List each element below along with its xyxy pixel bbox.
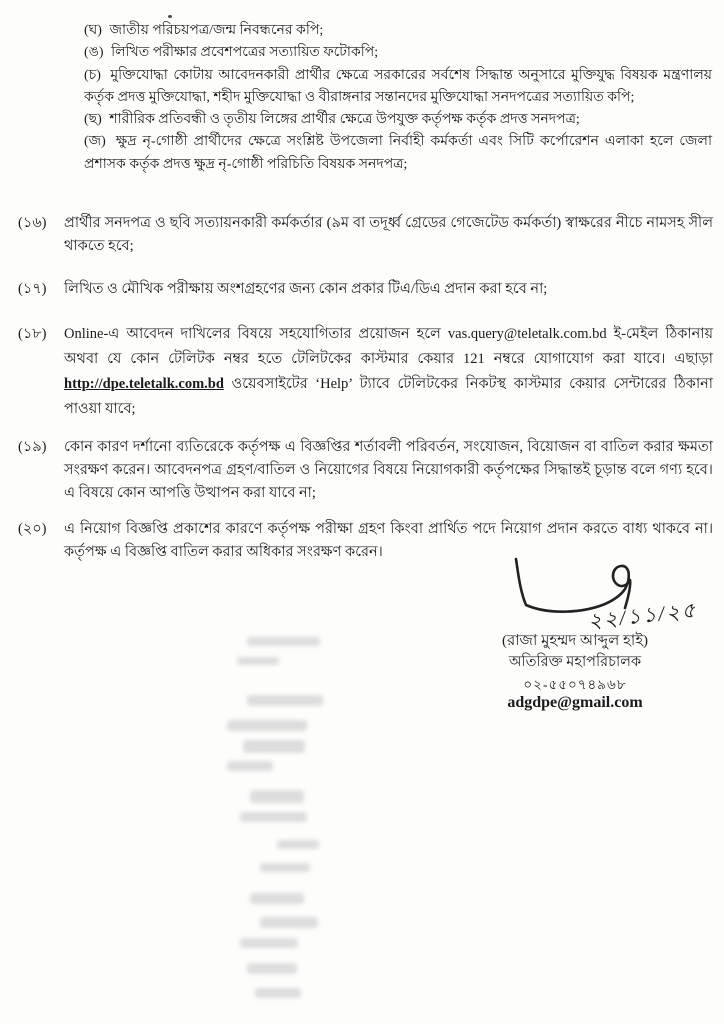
clause-text [64, 322, 713, 422]
checklist-item-label: (ঙ) [84, 45, 104, 61]
bleed-through-artifact [255, 988, 301, 998]
clause-number: (১৬) [18, 215, 47, 231]
checklist-item-text: ক্ষুদ্র নৃ-গোষ্ঠী প্রার্থীদের ক্ষেত্রে সংশ্লিষ্ট উপজেলা নির্বাহী কর্মকর্তা এবং সিটি কর্পোরেশন এলাকা হলে জেলা প্রশাসক কর্তৃক প্রদত্ত ক্ষুদ্র নৃ-গোষ্ঠী পরিচিতি বিষয়ক সনদপত্র; [84, 134, 712, 172]
bleed-through-artifact [227, 720, 307, 731]
clause-item-18 [18, 322, 713, 422]
signature-date: ২২/১১/২৫ [586, 597, 699, 634]
signatory-title: অতিরিক্ত মহাপরিচালক [508, 654, 642, 670]
checklist-item-ja [84, 131, 712, 176]
bleed-through-artifact [243, 740, 305, 753]
clause-number: (১৮) [18, 326, 47, 342]
checklist-item-gha [84, 20, 712, 42]
checklist-item-ngo [84, 42, 712, 64]
checklist-item-chha [84, 109, 712, 131]
website-url-text: http://dpe.teletalk.com.bd [64, 376, 224, 392]
bleed-through-artifact [250, 790, 304, 803]
signatory-email: adgdpe@gmail.com [507, 694, 643, 711]
signatory-name: (রাজা মুহম্মদ আব্দুল হাই) [501, 633, 649, 649]
bleed-through-artifact [260, 863, 310, 872]
clause18-end-text: ওয়েবসাইটের ‘Help’ ট্যাবে টেলিটকের নিকটস্থ কাস্টমার কেয়ার সেন্টারের ঠিকানা পাওয়া যাবে; [64, 376, 714, 417]
clause-item-16 [18, 212, 713, 258]
support-email-text: vas.query@teletalk.com.bd [447, 326, 607, 342]
bleed-through-artifact [237, 657, 279, 665]
checklist-item-label: (চ) [84, 67, 101, 83]
clause-item-17 [18, 278, 713, 301]
bleed-through-artifact [277, 840, 319, 849]
signatory-phone: ০২-৫৫০৭৪৯৬৮ [523, 677, 627, 692]
checklist-item-label: (ঘ) [84, 23, 102, 38]
clause18-middle-text: ই-মেইল ঠিকানায় অথবা যে কোন টেলিটক নম্বর হতে টেলিটকের কাস্টমার কেয়ার 121 নম্বরে যোগাযোগ করা যাবে। এছাড়া [64, 326, 714, 367]
bleed-through-artifact [247, 637, 320, 646]
bleed-through-artifact [240, 812, 307, 822]
bleed-through-artifact [260, 917, 318, 928]
clause-text: লিখিত ও মৌখিক পরীক্ষায় অংশগ্রহণের জন্য কোন প্রকার টিএ/ডিএ প্রদান করা হবে না; [64, 281, 548, 297]
bleed-through-artifact [250, 893, 304, 904]
clause-text: কোন কারণ দর্শানো ব্যতিরেকে কর্তৃপক্ষ এ বিজ্ঞপ্তির শর্তাবলী পরিবর্তন, সংযোজন, বিয়োজন বা বাতিল করার ক্ষমতা সংরক্ষণ করেন। আবেদনপত্র গ্রহণ/বাতিল ও নিয়োগের বিষয়ে নিয়োগকারী কর্তৃপক্ষের সিদ্ধান্তই চূড়ান্ত বলে গণ্য হবে। এ বিষয়ে কোন আপত্তি উত্থাপন করা যাবে না; [64, 439, 713, 501]
bleed-through-artifact [227, 761, 273, 771]
scan-speck-artifact [168, 15, 172, 18]
checklist-item-label: (ছ) [84, 112, 102, 128]
clause-number: (১৯) [18, 439, 47, 455]
checklist-item-text: জাতীয় পরিচয়পত্র/জন্ম নিবন্ধনের কপি; [109, 23, 324, 38]
checklist-item-cha [84, 65, 712, 110]
checklist-item-label: (জ) [84, 134, 106, 150]
clause-text: এ নিয়োগ বিজ্ঞপ্তি প্রকাশের কারণে কর্তৃপক্ষ পরীক্ষা গ্রহণ কিংবা প্রার্থিত পদে নিয়োগ প্রদান করতে বাধ্য থাকবে না। কর্তৃপক্ষ এ বিজ্ঞপ্তি বাতিল করার অধিকার সংরক্ষণ করেন। [64, 521, 713, 560]
clause-item-19 [18, 436, 713, 505]
clause-number: (২০) [18, 521, 47, 537]
checklist-item-text: লিখিত পরীক্ষার প্রবেশপত্রের সত্যায়িত ফটোকপি; [111, 45, 379, 61]
checklist-item-text: শারীরিক প্রতিবন্ধী ও তৃতীয় লিঙ্গের প্রার্থীর ক্ষেত্রে উপযুক্ত কর্তৃপক্ষ কর্তৃক প্রদত্ত সনদপত্র; [109, 112, 580, 128]
clause18-intro-text: Online-এ আবেদন দাখিলের বিষয়ে সহযোগিতার প্রয়োজন হলে [64, 326, 441, 342]
clause-text: প্রার্থীর সনদপত্র ও ছবি সত্যায়নকারী কর্মকর্তার (৯ম বা তদূর্ধ্ব গ্রেডের গেজেটেড কর্মকর্তা) স্বাক্ষরের নীচে নামসহ সীল থাকতে হবে; [64, 215, 713, 254]
bleed-through-artifact [240, 938, 298, 948]
bleed-through-artifact [247, 695, 323, 706]
clause-number: (১৭) [18, 281, 47, 297]
checklist-item-text: মুক্তিযোদ্ধা কোটায় আবেদনকারী প্রার্থীর ক্ষেত্রে সরকারের সর্বশেষ সিদ্ধান্ত অনুসারে মুক্তিযুদ্ধ বিষয়ক মন্ত্রণালয় কর্তৃক প্রদত্ত মুক্তিযোদ্ধা, শহীদ মুক্তিযোদ্ধা ও বীরাঙ্গনার সন্তানদের মুক্তিযোদ্ধা সনদপত্রের সত্যায়িত কপি; [84, 67, 712, 105]
document-checklist [84, 20, 712, 176]
bleed-through-artifact [247, 963, 297, 974]
